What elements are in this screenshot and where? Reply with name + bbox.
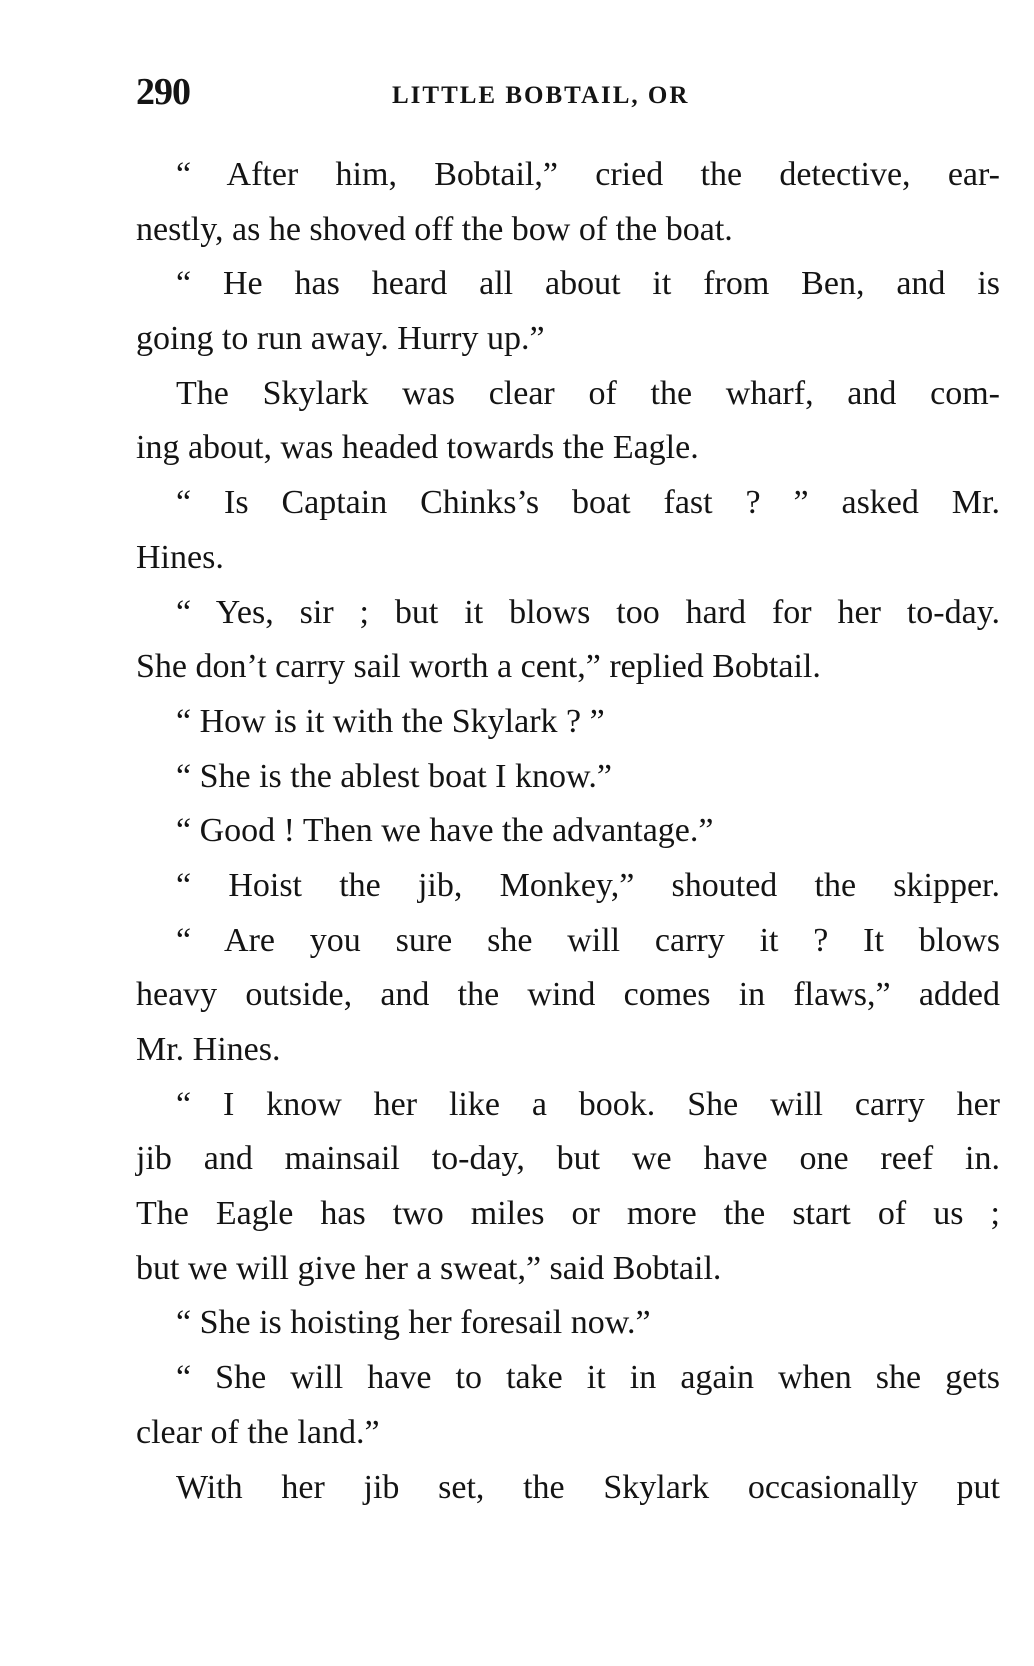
- running-head: [136, 70, 1000, 120]
- text-line: “ She will have to take it in again when she gets: [176, 1359, 1000, 1397]
- text-line: “ Yes, sir ; but it blows too hard for her to-day.: [176, 593, 1000, 631]
- text-line: “ I know her like a book. She will carry her: [176, 1085, 1000, 1123]
- text-line: “ How is it with the Skylark ? ”: [176, 702, 605, 740]
- running-title: LITTLE BOBTAIL, OR: [392, 82, 690, 109]
- text-line: With her jib set, the Skylark occasionally put: [176, 1468, 1000, 1506]
- text-line: nestly, as he shoved off the bow of the boat.: [136, 210, 733, 248]
- text-line: The Eagle has two miles or more the start of us ;: [136, 1195, 1000, 1233]
- text-line: Hines.: [136, 538, 224, 576]
- text-line: going to run away. Hurry up.”: [136, 320, 545, 358]
- page-number: 290: [136, 71, 190, 113]
- text-line: ing about, was headed towards the Eagle.: [136, 429, 699, 467]
- text-line: jib and mainsail to-day, but we have one reef in.: [136, 1140, 1000, 1178]
- text-line: Mr. Hines.: [136, 1031, 281, 1068]
- text-line: “ Is Captain Chinks’s boat fast ? ” asked Mr.: [176, 484, 1000, 522]
- text-line: “ Are you sure she will carry it ? It blows: [176, 921, 1000, 959]
- text-line: “ He has heard all about it from Ben, and is: [176, 265, 1000, 303]
- text-line: “ After him, Bobtail,” cried the detective, ear-: [176, 156, 1000, 193]
- text-line: but we will give her a sweat,” said Bobtail.: [136, 1249, 722, 1287]
- text-line: heavy outside, and the wind comes in flaws,” added: [136, 976, 1000, 1014]
- text-line: “ She is hoisting her foresail now.”: [176, 1304, 651, 1342]
- body-text: [136, 148, 1000, 1515]
- text-line: The Skylark was clear of the wharf, and com-: [176, 374, 1000, 412]
- text-line: clear of the land.”: [136, 1413, 380, 1451]
- text-line: “ Good ! Then we have the advantage.”: [176, 812, 714, 850]
- text-line: She don’t carry sail worth a cent,” replied Bobtail.: [136, 648, 821, 686]
- text-line: “ She is the ablest boat I know.”: [176, 757, 612, 795]
- text-line: “ Hoist the jib, Monkey,” shouted the skipper.: [176, 866, 1000, 904]
